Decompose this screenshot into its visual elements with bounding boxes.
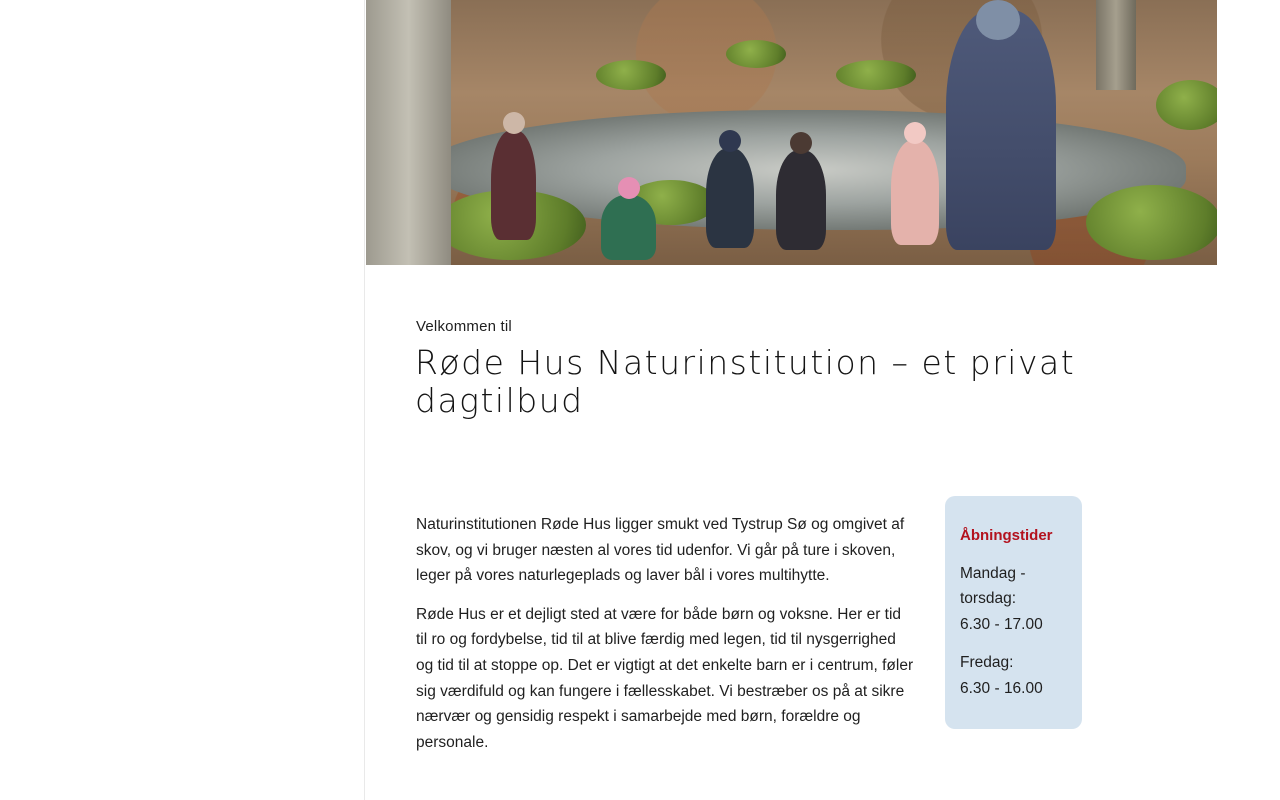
opening-hours-entry <box>960 561 1067 638</box>
hero-moss-rock <box>1086 185 1217 260</box>
hero-photo <box>366 0 1217 265</box>
hero-child <box>601 195 656 260</box>
hero-tree-trunk <box>366 0 451 265</box>
intro-paragraph: Naturinstitutionen Røde Hus ligger smukt ved Tystrup Sø og omgivet af skov, og vi bruger næsten al vores tid udenfor. Vi går på ture i skoven, leger på vores naturlegeplads og laver bål i vores multihytte. <box>416 516 905 585</box>
intro-text <box>416 512 916 768</box>
main-content <box>364 0 1216 800</box>
intro-paragraph: Røde Hus er et dejligt sted at være for både børn og voksne. Her er tid til ro og fordybelse, tid til at blive færdig med legen, tid til nysgerrighed og tid til at stoppe op. Det er vigtigt at det enkelte barn er i centrum, føler sig værdifuld og kan fungere i fællesskabet. Vi bestræber os på at sikre nærvær og gensidig respekt i samarbejde med børn, forældre og personale. <box>416 605 914 751</box>
hero-adult <box>946 10 1056 250</box>
left-gutter <box>0 0 364 800</box>
hero-child <box>891 140 939 245</box>
opening-hours-entry <box>960 650 1067 701</box>
page-title: Røde Hus Naturinstitution – et privat dagtilbud <box>415 343 1076 420</box>
hero-moss-rock <box>836 60 916 90</box>
hero-child <box>776 150 826 250</box>
hero-child <box>706 148 754 248</box>
opening-hours-heading: Åbningstider <box>960 527 1053 544</box>
hero-moss-rock <box>596 60 666 90</box>
hero-tree-trunk <box>1096 0 1136 90</box>
opening-hours-time: 6.30 - 17.00 <box>960 615 1043 633</box>
welcome-eyebrow: Velkommen til <box>416 318 512 335</box>
hero-child <box>491 130 536 240</box>
opening-hours-day: Fredag: <box>960 654 1014 672</box>
opening-hours-time: 6.30 - 16.00 <box>960 679 1043 697</box>
opening-hours-card <box>945 496 1082 729</box>
hero-moss-rock <box>1156 80 1217 130</box>
hero-moss-rock <box>726 40 786 68</box>
opening-hours-day: Mandag - torsdag: <box>960 564 1026 608</box>
